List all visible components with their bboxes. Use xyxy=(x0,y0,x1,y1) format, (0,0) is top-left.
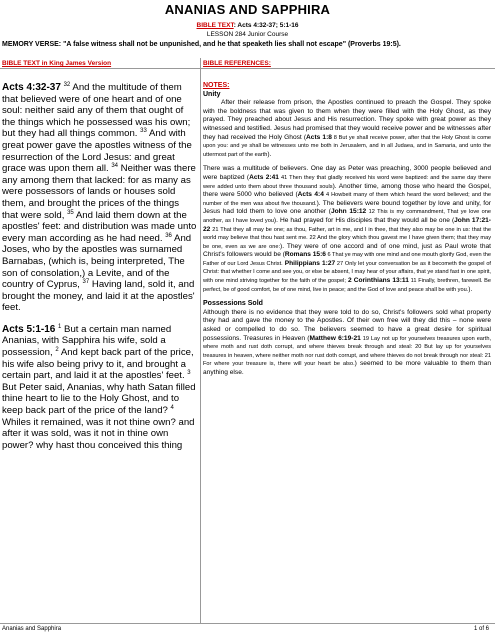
bible-text-link[interactable]: BIBLE TEXT xyxy=(196,22,234,29)
column-divider xyxy=(200,58,201,623)
page-number: 1 of 6 xyxy=(473,626,489,632)
verse-number: 37 xyxy=(82,278,90,285)
verse-text: And the multitude of them that believed were of one heart and of one soul: neither said any of them that ought of the things which he possessed was his own; but they had all things common. xyxy=(2,82,191,140)
verse-number: 4 xyxy=(170,404,174,411)
right-column-heading[interactable]: BIBLE REFERENCES: xyxy=(203,60,271,67)
verse-text: But Peter said, Ananias, why hath Satan filled thine heart to lie to the Holy Ghost, and to keep back part of the price of the land? xyxy=(2,381,196,417)
verse-text: And Joses, who by the apostles was surnamed Barnabas, (which is, being interpreted, The son of consolation,) a Levite, and of the country of Cyprus, xyxy=(2,232,192,291)
memory-verse-label: MEMORY VERSE: xyxy=(2,41,62,48)
verse-text: And with great power gave the apostles witness of the resurrection of the Lord Jesus: and great grace was upon them all. xyxy=(2,128,192,175)
verse-number: 3 xyxy=(187,370,191,377)
memory-verse-text: "A false witness shall not be unpunished, and he that speaketh lies shall not escape" (Proverbs 19:5). xyxy=(61,41,401,48)
notes-paragraph: After their release from prison, the Apostles continued to preach the Gospel. They spoke with the boldness that was given to them when they were filled with the Holy Ghost, as they prayed. They preached about Jesus and His resurrection. They spoke with great power as they witnessed and testified. Jesus had promised that they would receive power and be witnesses after they had received the Holy Ghost (Acts 1:8 8 But ye shall receive power, after that the Holy Ghost is come upon you: and ye shall be witnesses unto me both in Jerusalem, and in all Judaea, and in Samaria, and unto the uttermost part of the earth). xyxy=(203,99,491,158)
verse-number: 32 xyxy=(63,81,71,88)
scripture-reference: Acts 5:1-16 xyxy=(2,323,56,335)
notes-heading: NOTES: xyxy=(203,82,230,89)
verse-text: Whiles it remained, was it not thine own? and after it was sold, was it not in thine own power? why hast thou conceived this thing xyxy=(2,416,195,451)
scripture-reference: Acts 4:32-37 xyxy=(2,82,61,93)
verse-number: 36 xyxy=(165,232,172,239)
verse-number: 35 xyxy=(67,209,74,216)
verse-text: And kept back part of the price, his wife also being privy to it, and brought a certain part, and laid it at the apostles' feet. xyxy=(2,347,194,382)
verse-text: Neither was there any among them that lacked: for as many as were possessors of lands or houses sold them, and brought the prices of the things that were sold, xyxy=(2,163,196,221)
bible-text-line xyxy=(0,22,495,29)
bible-text-refs: : Acts 4:32-37; 5:1-16 xyxy=(233,22,299,29)
footer-title: Ananias and Sapphira xyxy=(2,626,62,632)
heading-divider xyxy=(0,68,495,69)
memory-verse xyxy=(2,40,492,49)
lesson-line: LESSON 284 Junior Course xyxy=(206,31,289,38)
verse-number: 2 xyxy=(55,346,59,353)
verse-text: And laid them down at the apostles' feet: and distribution was made unto every man according as he had need. xyxy=(2,209,197,244)
bible-text-column xyxy=(2,82,197,451)
footer-divider xyxy=(0,623,495,624)
left-column-heading[interactable]: BIBLE TEXT in King James Version xyxy=(2,60,112,67)
notes-paragraph: Although there is no evidence that they were told to do so, Christ's followers sold what property they had and gave the money to the Apostles. Of their own free will they did this – none were asked or compelled to do so. The believers seemed to have a great desire for spiritual possessions. Treasures in Heaven (Matthew 6:19-21 19 Lay not up for yourselves treasures upon earth, where moth and rust doth corrupt, and where thieves break through and steal: 20 But lay up for yourselves treasures in heaven, where neither moth nor rust doth corrupt, and where thieves do not break through nor steal: 21 For where your treasure is, there will your heart be also.) seemed to be more valuable to them than anything else. xyxy=(203,308,491,376)
verse-number: 1 xyxy=(58,323,62,330)
notes-column xyxy=(203,82,491,378)
verse-text: Having land, sold it, and brought the money, and laid it at the apostles' feet. xyxy=(2,279,195,314)
notes-paragraph: There was a multitude of believers. One day as Peter was preaching, 3000 people believed and were baptized (Acts 2:41 41 Then they that gladly received his word were baptized: and the same day there were added unto them about three thousand souls). Another time, among those who heard the Gospel, there were 5000 who believed (Acts 4:4 4 Howbeit many of them which heard the word believed; and the number of the men was about five thousand.). The believers were bound together by love and unity, for Jesus had told them to love one another (John 15:12 12 This is my commandment, That ye love one another, as I have loved you). He had prayed for His disciples that they would all be one (John 17:21-22 21 That they all may be one; as thou, Father, art in me, and I in thee, that they also may be one in us: that the world may believe that thou hast sent me. 22 And the glory which thou gavest me I have given them; that they may be one, even as we are one:). They were of one accord and of one mind, just as Paul wrote that Christ's followers would be (Romans 15:6 6 That ye may with one mind and one mouth glorify God, even the Father of our Lord Jesus Christ. Philippians 1:27 27 Only let your conversation be as it becometh the gospel of Christ: that whether I come and see you, or else be absent, I may hear of your affairs, that ye stand fast in one spirit, with one mind striving together for the faith of the gospel; 2 Corinthians 13:11 11 Finally, brethren, farewell. Be perfect, be of good comfort, be of one mind, live in peace; and the God of love and peace shall be with you.). xyxy=(203,165,491,293)
section-heading-unity: Unity xyxy=(203,90,221,98)
section-heading-possessions: Possessions Sold xyxy=(203,300,263,308)
verse-text: But a certain man named Ananias, with Sapphira his wife, sold a possession, xyxy=(2,323,172,359)
verse-number: 33 xyxy=(140,128,147,135)
verse-number: 34 xyxy=(111,162,119,169)
page-title: ANANIAS AND SAPPHIRA xyxy=(164,2,331,17)
